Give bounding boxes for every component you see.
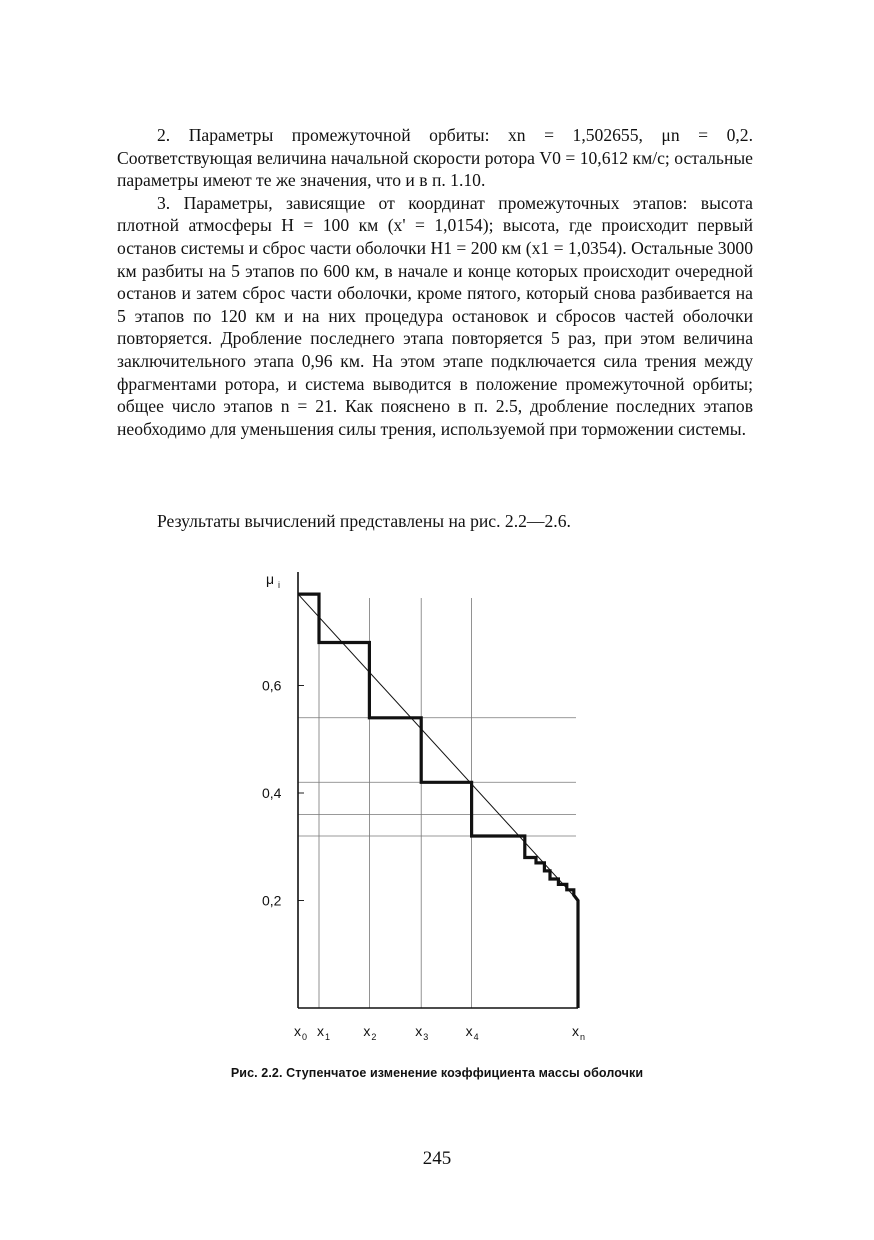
paragraph-orbit-params: 2. Параметры промежуточной орбиты: xn = 1,502655, μn = 0,2. Соответствующая величина начальной скорости ротора V0 = 10,612 км/с; остальные параметры имеют те же значения, что и в п. 1.10.	[117, 125, 753, 191]
x-tick-label-sub-1: 1	[325, 1032, 331, 1042]
x-tick-label-sub-3: 3	[423, 1032, 429, 1042]
paragraph-stage-params: 3. Параметры, зависящие от координат промежуточных этапов: высота плотной атмосферы H = 100 км (x' = 1,0154); высота, где происходит первый останов системы и сброс части оболочки H1 = 200 км (x1 = 1,0354). Остальные 3000 км разбиты на 5 этапов по 600 км, в начале и конце которых происходит очередной останов и затем сброс части оболочки, кроме пятого, который снова разбивается на 5 этапов по 120 км и на них процедура остановок и сбросов частей оболочки повторяется. Дробление последнего этапа повторяется 5 раз, при этом величина заключительного этапа 0,96 км. На этом этапе подключается сила трения между фрагментами ротора, и система выводится в положение промежуточной орбиты; общее число этапов n = 21. Как пояснено в п. 2.5, дробление последних этапов необходимо для уменьшения силы трения, используемой при торможении системы.	[117, 192, 753, 439]
page-number: 245	[422, 1148, 452, 1169]
body-text	[117, 124, 753, 440]
x-tick-label-sub-0: 0	[302, 1032, 308, 1042]
x-tick-label-2: x	[363, 1023, 371, 1039]
y-axis-label: μ	[266, 571, 275, 587]
x-tick-label-5: x	[572, 1023, 579, 1039]
y-tick-label-2: 0,6	[262, 677, 282, 694]
x-tick-label-sub-2: 2	[371, 1032, 377, 1042]
chart-svg	[240, 556, 640, 1056]
x-tick-label-sub-4: 4	[473, 1032, 479, 1042]
figure-caption: Рис. 2.2. Ступенчатое изменение коэффициента массы оболочки	[230, 1066, 644, 1080]
results-line: Результаты вычислений представлены на рис. 2.2—2.6.	[157, 511, 571, 531]
figure-step-chart	[240, 556, 640, 1056]
x-tick-label-1: x	[317, 1023, 324, 1039]
x-tick-label-sub-5: n	[580, 1032, 586, 1042]
y-tick-label-0: 0,2	[262, 892, 282, 909]
y-axis-label-sub: i	[278, 580, 280, 590]
series-linear	[298, 594, 578, 900]
y-tick-label-1: 0,4	[262, 785, 282, 801]
series-step	[298, 594, 578, 1008]
x-tick-label-4: x	[465, 1023, 473, 1039]
x-tick-label-3: x	[415, 1023, 423, 1039]
x-tick-label-0: x	[294, 1023, 301, 1039]
